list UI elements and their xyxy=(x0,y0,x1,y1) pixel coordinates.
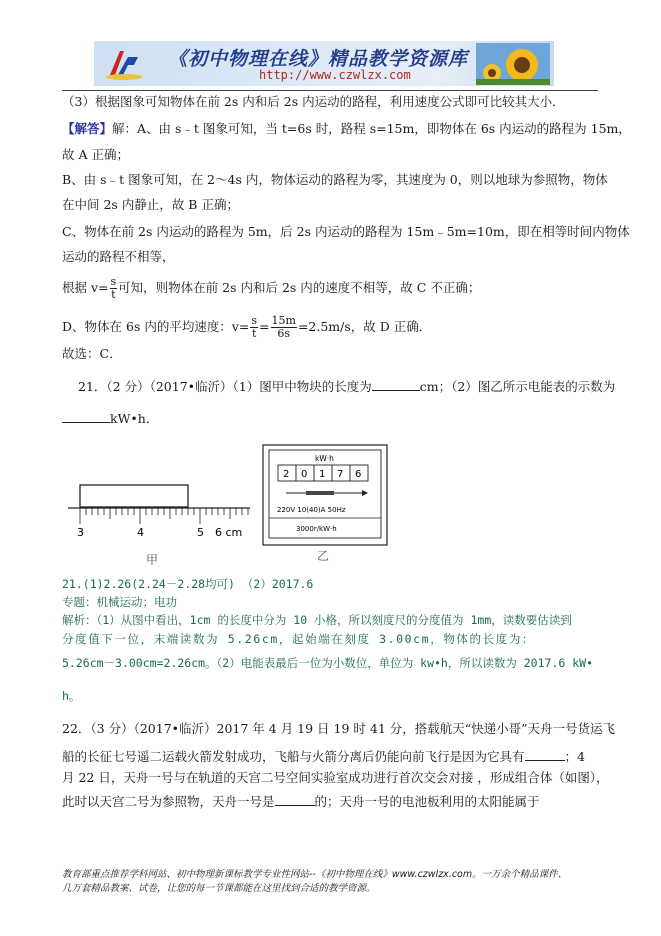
q21-line1 xyxy=(78,377,615,395)
block-object xyxy=(80,485,188,507)
sunflower-icon xyxy=(476,43,550,85)
q21-line2 xyxy=(62,409,158,427)
q21-unit: kW•h． xyxy=(110,411,159,426)
q22-blank-2[interactable] xyxy=(275,792,315,806)
meter-digit-5: 6 xyxy=(355,469,362,480)
answer-line-c2: 运动的路程不相等， xyxy=(62,249,175,264)
header-banner xyxy=(94,41,554,86)
answer-tag: 【解答】 xyxy=(62,121,113,136)
meter-caption: 乙 xyxy=(317,549,330,563)
meter-digit-1: 2 xyxy=(283,469,290,480)
meter-figure xyxy=(258,442,392,570)
fraction-denominator: t xyxy=(111,288,116,301)
ruler-label-6cm: 6 cm xyxy=(215,526,243,539)
meter-digit-2: 0 xyxy=(301,469,308,480)
ruler-figure xyxy=(66,478,252,570)
solution-part3: （3）根据图象可知物体在前 2s 内和后 2s 内运动的路程，利用速度公式即可比较其大小． xyxy=(62,94,565,109)
q22-line4 xyxy=(62,792,540,810)
answer-line-d xyxy=(62,315,431,340)
header-divider xyxy=(62,90,598,91)
footer-line-1: 教育部重点推荐学科网站、初中物理新课标教学专业性网站--《初中物理在线》www.czwlzx.com。一万余个精品课件、 xyxy=(62,869,568,880)
d-suffix: =2.5m/s，故 D 正确． xyxy=(297,319,432,334)
answer-line-b1: B、由 s﹣t 图象可知，在 2～4s 内，物体运动的路程为零，其速度为 0，则以地球为参照物，物体 xyxy=(62,172,608,187)
q21-analysis-3: 5.26cm－3.00cm=2.26cm。（2）电能表最后一位为小数位，单位为 kw•h，所以读数为 2017.6 kW• xyxy=(62,656,593,670)
meter-unit: kW·h xyxy=(315,454,334,463)
site-title: 《初中物理在线》精品教学资源库 xyxy=(168,48,469,70)
ruler-label-3: 3 xyxy=(77,526,84,539)
c3-suffix: 可知，则物体在前 2s 内和后 2s 内的速度不相等，故 C 不正确； xyxy=(118,280,481,295)
meter-digit-4: 7 xyxy=(337,469,344,480)
fraction2-denominator: 6s xyxy=(277,327,291,340)
footer-line-2: 几万套精品教案、试卷，让您的每一节课都能在这里找到合适的教学资源。 xyxy=(62,883,376,894)
meter-spec: 220V 10(40)A 50Hz xyxy=(277,506,346,514)
ruler-ticks xyxy=(80,508,248,524)
q22-line3: 月 22 日，天舟一号与在轨道的天宫二号空间实验室成功进行首次交会对接 ，形成组合体（如图）， xyxy=(62,770,609,785)
meter-revolutions: 3000r/kW·h xyxy=(296,525,337,533)
answer-line-a1 xyxy=(62,121,631,137)
q21-blank-2[interactable] xyxy=(62,409,110,423)
q21-answer: 21.(1)2.26(2.24－2.28均可) （2）2017.6 xyxy=(62,577,314,591)
answer-line-a2: 故 A 正确； xyxy=(62,147,129,162)
q21-analysis-1: 解析：（1）从图中看出，1cm 的长度中分为 10 小格，所以刻度尺的分度值为 1mm，读数要估读到 xyxy=(62,613,572,627)
answer-line-c3 xyxy=(62,276,480,301)
q22-line4-suffix: 的；天舟一号的电池板利用的太阳能属于 xyxy=(314,794,540,809)
answer-line-c1: C、物体在前 2s 内运动的路程为 5m，后 2s 内运动的路程为 15m﹣5m=10m，即在相等时间内物体 xyxy=(62,224,630,239)
ruler-label-5: 5 xyxy=(197,526,204,539)
ruler-caption: 甲 xyxy=(146,553,159,567)
q22-blank-1[interactable] xyxy=(525,747,565,761)
q22-line4-prefix: 此时以天宫二号为参照物，天舟一号是 xyxy=(62,794,275,809)
velocity-fraction-2 xyxy=(271,315,297,340)
q21-middle: cm；（2）图乙所示电能表的示数为 xyxy=(419,379,616,394)
q21-blank-1[interactable] xyxy=(372,377,420,391)
fraction1-numerator: s xyxy=(251,314,258,327)
q22-line2-suffix: ；4 xyxy=(564,749,585,764)
q21-analysis-4: h。 xyxy=(62,689,81,703)
q21-analysis-2: 分度值下一位，末端读数为 5.26cm，起始端在刻度 3.00cm，物体的长度为： xyxy=(62,632,536,646)
ruler-label-4: 4 xyxy=(137,526,144,539)
answer-choice: 故选：C． xyxy=(62,346,122,361)
d-prefix: D、物体在 6s 内的平均速度：v= xyxy=(62,319,250,334)
q22-line2 xyxy=(62,747,585,765)
velocity-fraction xyxy=(110,276,118,301)
site-url[interactable]: http://www.czwlzx.com xyxy=(259,68,411,82)
site-logo-icon xyxy=(104,47,144,81)
velocity-fraction-1 xyxy=(250,315,258,340)
q21-prefix: 21．（2 分）（2017•临沂）（1）图甲中物块的长度为 xyxy=(78,379,372,394)
fraction2-numerator: 15m xyxy=(271,314,296,327)
fraction1-denominator: t xyxy=(251,327,257,340)
c3-prefix: 根据 v= xyxy=(62,280,109,295)
d-equals: = xyxy=(259,319,270,334)
fraction-numerator: s xyxy=(110,275,117,288)
q21-topic: 专题：机械运动；电功 xyxy=(62,595,177,609)
meter-digit-3: 1 xyxy=(319,469,326,480)
q22-line1: 22．（3 分）（2017•临沂）2017 年 4 月 19 日 19 时 41 分，搭载航天“快递小哥”天舟一号货运飞 xyxy=(62,721,616,736)
answer-a1-text: 解：A、由 s﹣t 图象可知，当 t=6s 时，路程 s=15m，即物体在 6s 内运动的路程为 15m， xyxy=(112,121,631,136)
q22-line2-prefix: 船的长征七号遥二运载火箭发射成功，飞船与火箭分离后仍能向前飞行是因为它具有 xyxy=(62,749,525,764)
answer-line-b2: 在中间 2s 内静止，故 B 正确； xyxy=(62,197,239,212)
